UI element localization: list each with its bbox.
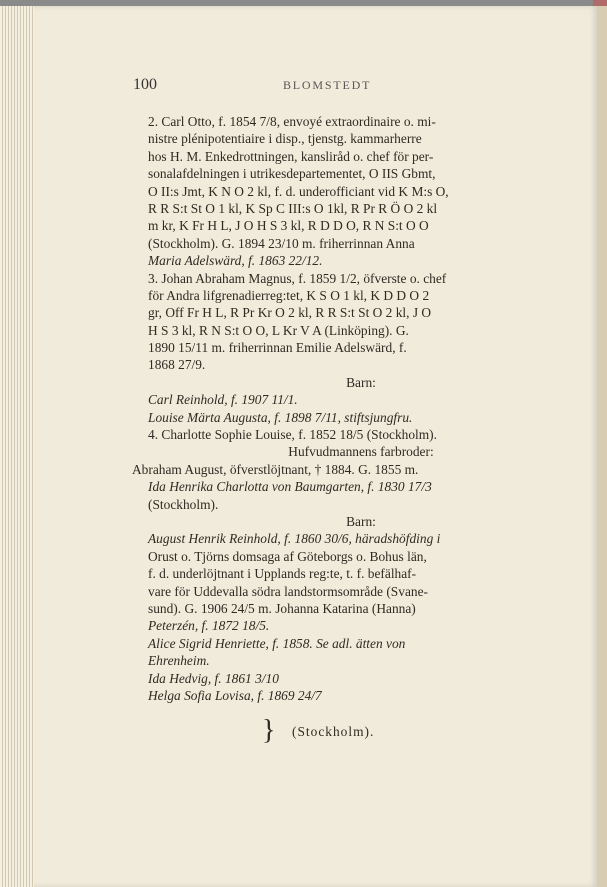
page-number: 100 [133,76,157,93]
running-head: BLOMSTEDT [283,78,372,92]
entry-line: f. d. underlöjtnant i Upplands reg:te, t. f. befälhaf- [148,566,417,582]
entry-line: Ida Hedvig, f. 1861 3/10 [148,670,279,686]
entry-line: August Henrik Reinhold, f. 1860 30/6, häradshöfding i [148,531,441,547]
entry-line: Carl Reinhold, f. 1907 11/1. [148,392,298,408]
entry-line: 4. Charlotte Sophie Louise, f. 1852 18/5 (Stockholm). [148,427,437,443]
page-header [133,74,588,94]
entry-line: Louise Märta Augusta, f. 1898 7/11, stiftsjungfru. [148,409,413,425]
entry-line: (Stockholm). [148,496,219,512]
grouping-brace: } [262,715,276,746]
entry-line: Ehrenheim. [148,653,210,669]
entry-line: Peterzén, f. 1872 18/5. [148,618,270,634]
entry-line: O II:s Jmt, K N O 2 kl, f. d. underofficiant vid K M:s O, [148,183,449,199]
entry-line: nistre plénipotentiaire i disp., tjenstg. kammarherre [148,131,422,147]
page-right-edge [597,6,607,887]
entry-line: för Andra lifgrenadierreg:tet, K S O 1 kl, K D D O 2 [148,287,430,303]
entry-line: gr, Off Fr H L, R Pr Kr O 2 kl, R R S:t St O 2 kl, J O [148,305,432,321]
entry-line: Abraham August, öfverstlöjtnant, † 1884. G. 1855 m. [132,461,419,477]
entry-line: H S 3 kl, R N S:t O O, L Kr V A (Linköping). G. [148,322,409,338]
page-edges [0,6,34,887]
entry-line: hos H. M. Enkedrottningen, kansliråd o. chef för per- [148,148,434,164]
entry-line: sund). G. 1906 24/5 m. Johanna Katarina (Hanna) [148,600,416,616]
section-heading: Barn: [346,374,376,390]
entry-line: Helga Sofia Lovisa, f. 1869 24/7 [148,687,322,703]
entry-line: Maria Adelswärd, f. 1863 22/12. [148,253,323,269]
entry-line: Ida Henrika Charlotta von Baumgarten, f. 1830 17/3 [148,479,432,495]
entry-line: (Stockholm). G. 1894 23/10 m. friherrinnan Anna [148,235,415,251]
entry-place: (Stockholm). [292,724,375,739]
page-content [132,113,590,704]
entry-line: m kr, K Fr H L, J O H S 3 kl, R D D O, R N S:t O O [148,218,429,234]
entry-line: R R S:t St O 1 kl, K Sp C III:s O 1kl, R Pr R Ö O 2 kl [148,200,438,216]
entry-line: 1890 15/11 m. friherrinnan Emilie Adelswärd, f. [148,340,407,356]
entry-line: sonalafdelningen i utrikesdepartementet, O IIS Gbmt, [148,166,436,182]
entry-line: 3. Johan Abraham Magnus, f. 1859 1/2, öfverste o. chef [148,270,447,286]
entry-line: Orust o. Tjörns domsaga af Göteborgs o. Bohus län, [148,548,427,564]
entry-line: 2. Carl Otto, f. 1854 7/8, envoyé extraordinaire o. mi- [148,114,436,129]
entry-line: vare för Uddevalla södra landstormsområde (Svane- [148,583,428,599]
section-heading: Barn: [346,513,376,529]
entry-line: Alice Sigrid Henriette, f. 1858. Se adl. ätten von [148,635,406,651]
entry-line: 1868 27/9. [148,357,206,373]
section-heading: Hufvudmannens farbroder: [288,444,434,460]
